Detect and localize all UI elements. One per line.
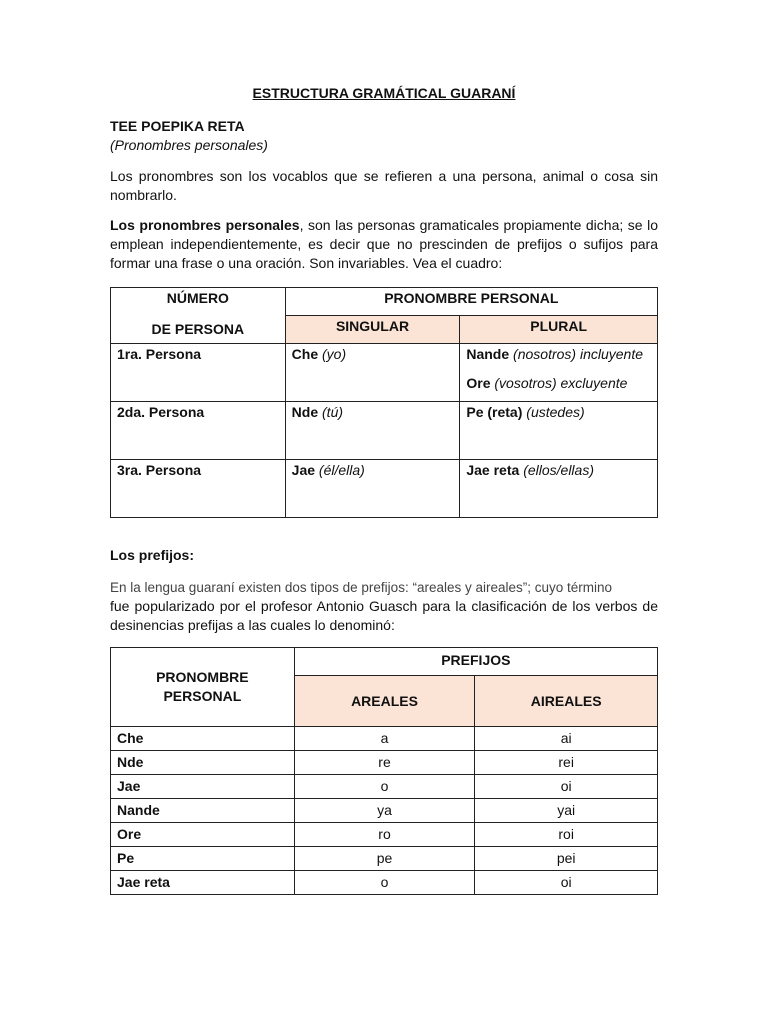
- table2-header-areales: AREALES: [294, 676, 475, 727]
- document-title: ESTRUCTURA GRAMÁTICAL GUARANÍ: [252, 85, 516, 101]
- table2-areal-cell: o: [294, 871, 475, 895]
- table2-areal-cell: o: [294, 775, 475, 799]
- table2-header-aireales: AIREALES: [475, 676, 658, 727]
- table2-areal-cell: a: [294, 727, 475, 751]
- table2-aireal-cell: rei: [475, 751, 658, 775]
- table2-row: [111, 727, 658, 751]
- table2-aireal-cell: yai: [475, 799, 658, 823]
- table2-aireal-cell: roi: [475, 823, 658, 847]
- table2-row: [111, 847, 658, 871]
- plural-line: [466, 374, 651, 393]
- singular-gloss: (él/ella): [318, 462, 365, 479]
- personal-pronouns-table: [110, 287, 658, 518]
- section1-heading: TEE POEPIKA RETA: [110, 117, 245, 134]
- table2-row: [111, 871, 658, 895]
- section1-paragraph-2: [110, 216, 658, 273]
- section2-paragraph-1: En la lengua guaraní existen dos tipos de prefijos: “areales y aireales”; cuyo término: [110, 580, 613, 596]
- table1-header-plural: PLURAL: [460, 316, 658, 344]
- plural-word: Pe (reta): [466, 404, 523, 421]
- table1-persona-cell: 2da. Persona: [111, 402, 286, 460]
- table2-aireal-cell: pei: [475, 847, 658, 871]
- table2-row: [111, 799, 658, 823]
- table2-pronoun-cell: Pe: [111, 847, 295, 871]
- prefixes-table: [110, 647, 658, 895]
- table2-pronoun-cell: Che: [111, 727, 295, 751]
- plural-gloss: (ellos/ellas): [523, 462, 594, 479]
- singular-gloss: (yo): [322, 346, 347, 363]
- table2-row: [111, 775, 658, 799]
- plural-gloss: (ustedes): [526, 404, 585, 421]
- table2-aireal-cell: ai: [475, 727, 658, 751]
- table2-aireal-cell: oi: [475, 871, 658, 895]
- section1-paragraph-2-rest: , son las personas gramaticales propiamente dicha; se lo emplean independientemente, es decir que no prescinden de prefijos o sufijos para formar una frase o una oración. Son invariables. Vea el cuadro:: [110, 217, 658, 272]
- table2-pronoun-cell: Jae: [111, 775, 295, 799]
- section2-heading: Los prefijos:: [110, 547, 195, 564]
- plural-line: [466, 403, 651, 422]
- table2-header-group: PREFIJOS: [294, 648, 657, 676]
- table1-header-singular: SINGULAR: [285, 316, 460, 344]
- document-page: [110, 84, 658, 895]
- table1-row: [111, 344, 658, 402]
- table1-singular-cell: [285, 402, 460, 460]
- table1-header-number: [111, 288, 286, 344]
- section2-paragraph-2: fue popularizado por el profesor Antonio Guasch para la clasificación de los verbos de desinencias prefijas a las cuales lo denominó:: [110, 598, 658, 634]
- table1-header-group: PRONOMBRE PERSONAL: [285, 288, 657, 316]
- table1-plural-cell: [460, 460, 658, 518]
- table2-aireal-cell: oi: [475, 775, 658, 799]
- table2-areal-cell: re: [294, 751, 475, 775]
- plural-gloss: (nosotros) incluyente: [513, 346, 643, 363]
- singular-word: Che: [291, 346, 319, 363]
- singular-word: Jae: [291, 462, 316, 479]
- table2-row: [111, 751, 658, 775]
- section1-paragraph-2-bold: Los pronombres personales: [110, 217, 300, 234]
- table1-persona-cell: 3ra. Persona: [111, 460, 286, 518]
- table1-header-number-line1: NÚMERO: [166, 290, 229, 307]
- section1-paragraph-1: Los pronombres son los vocablos que se refieren a una persona, animal o cosa sin nombrarlo.: [110, 167, 658, 203]
- table2-header-pronoun: PRONOMBRE PERSONAL: [111, 648, 295, 727]
- table2-row: [111, 823, 658, 847]
- plural-gloss: (vosotros) excluyente: [494, 375, 628, 392]
- table1-row: [111, 402, 658, 460]
- table2-pronoun-cell: Nande: [111, 799, 295, 823]
- table1-persona-cell: 1ra. Persona: [111, 344, 286, 402]
- table2-pronoun-cell: Jae reta: [111, 871, 295, 895]
- table2-pronoun-cell: Ore: [111, 823, 295, 847]
- plural-word: Nande: [466, 346, 510, 363]
- table1-plural-cell: [460, 402, 658, 460]
- singular-gloss: (tú): [322, 404, 344, 421]
- table2-areal-cell: ya: [294, 799, 475, 823]
- table2-pronoun-cell: Nde: [111, 751, 295, 775]
- plural-word: Jae reta: [466, 462, 520, 479]
- table1-header-number-line2: DE PERSONA: [151, 321, 245, 338]
- table1-singular-cell: [285, 460, 460, 518]
- plural-word: Ore: [466, 375, 491, 392]
- table1-singular-cell: [285, 344, 460, 402]
- plural-line: [466, 345, 651, 364]
- table2-areal-cell: pe: [294, 847, 475, 871]
- table2-areal-cell: ro: [294, 823, 475, 847]
- section1-subheading: (Pronombres personales): [110, 136, 268, 153]
- table1-row: [111, 460, 658, 518]
- plural-line: [466, 461, 651, 480]
- singular-word: Nde: [291, 404, 319, 421]
- table1-plural-cell: [460, 344, 658, 402]
